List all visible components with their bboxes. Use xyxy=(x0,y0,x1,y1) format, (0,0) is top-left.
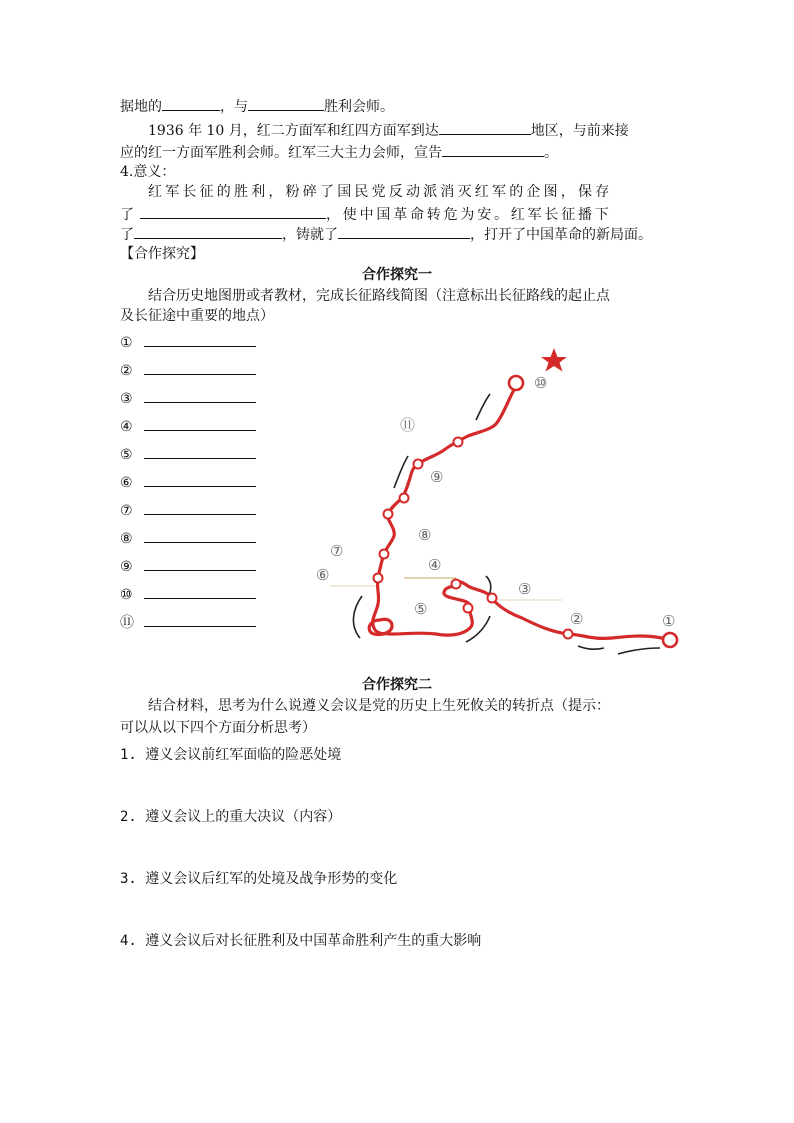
map-label-3: ③ xyxy=(518,580,532,598)
star-icon xyxy=(541,348,567,372)
heading-significance: 4.意义： xyxy=(120,164,176,180)
map-label-9: ⑨ xyxy=(430,468,444,486)
text: 据地的 xyxy=(120,99,162,115)
row-number: ④ xyxy=(120,419,133,435)
row-number: ② xyxy=(120,363,133,379)
question-1: 1. 遵义会议前红军面临的险恶处境 xyxy=(120,747,342,763)
explore1-instruction-2: 及长征途中重要的地点） xyxy=(120,308,274,324)
map-label-8: ⑧ xyxy=(418,526,432,544)
map-label-11: ⑪ xyxy=(400,416,416,434)
question-4: 4. 遵义会议后对长征胜利及中国革命胜利产生的重大影响 xyxy=(120,933,482,949)
route-node xyxy=(374,574,383,583)
route-node xyxy=(452,580,461,589)
coop-label: 【合作探究】 xyxy=(120,246,204,262)
direction-curve xyxy=(578,646,604,649)
map-label-6: ⑥ xyxy=(316,566,330,584)
route-end-node xyxy=(509,376,523,390)
text: ，铸就了 xyxy=(282,227,338,243)
route-node xyxy=(488,594,497,603)
explore2-instruction-1: 结合材料，思考为什么说遵义会议是党的历史上生死攸关的转折点（提示： xyxy=(148,698,610,714)
row-number: ③ xyxy=(120,391,133,407)
row-number: ⑥ xyxy=(120,475,133,491)
explore1-title: 合作探究一 xyxy=(362,267,432,283)
map-label-2: ② xyxy=(570,610,584,628)
explore2-title: 合作探究二 xyxy=(362,677,432,693)
direction-curve xyxy=(353,596,362,638)
map-label-10: ⑩ xyxy=(534,374,548,392)
explore2-instruction-2: 可以从以下四个方面分析思考） xyxy=(120,720,316,736)
text: ，使中国革命转危为安。红军长征播下 xyxy=(326,207,612,223)
row-number: ⑨ xyxy=(120,559,133,575)
route-node xyxy=(414,460,423,469)
route-start-node xyxy=(663,633,677,647)
significance-line-1: 红军长征的胜利，粉碎了国民党反动派消灭红军的企图，保存 xyxy=(148,184,613,200)
direction-curve xyxy=(618,648,660,654)
route-node xyxy=(454,438,463,447)
question-2: 2. 遵义会议上的重大决议（内容） xyxy=(120,809,342,825)
map-label-1: ① xyxy=(662,612,676,630)
row-number: ⑪ xyxy=(120,615,134,631)
text: 。 xyxy=(544,145,558,161)
route-node xyxy=(564,630,573,639)
row-number: ⑩ xyxy=(120,587,133,603)
text: 1936 年 10 月，红二方面军和红四方面军到达 xyxy=(148,123,439,139)
row-number: ⑦ xyxy=(120,503,133,519)
text: ，与 xyxy=(220,99,248,115)
map-label-5: ⑤ xyxy=(414,600,428,618)
direction-curve xyxy=(476,394,490,420)
direction-curve xyxy=(394,456,408,488)
text: 了 xyxy=(120,207,134,223)
text: 地区，与前来接 xyxy=(530,123,629,139)
row-number: ⑤ xyxy=(120,447,133,463)
text: 应的红一方面军胜利会师。红军三大主力会师，宣告 xyxy=(120,145,442,161)
route-node xyxy=(400,494,409,503)
text: ，打开了中国革命的新局面。 xyxy=(470,227,652,243)
route-node xyxy=(384,510,393,519)
row-number: ⑧ xyxy=(120,531,133,547)
text: 胜利会师。 xyxy=(324,99,394,115)
map-label-4: ④ xyxy=(428,556,442,574)
explore1-instruction-1: 结合历史地图册或者教材，完成长征路线简图（注意标出长征路线的起止点 xyxy=(148,288,610,304)
map-label-7: ⑦ xyxy=(330,542,344,560)
route-node xyxy=(380,550,389,559)
route-node xyxy=(464,604,473,613)
row-number: ① xyxy=(120,335,133,351)
text: 了 xyxy=(120,227,134,243)
question-3: 3. 遵义会议后红军的处境及战争形势的变化 xyxy=(120,871,398,887)
